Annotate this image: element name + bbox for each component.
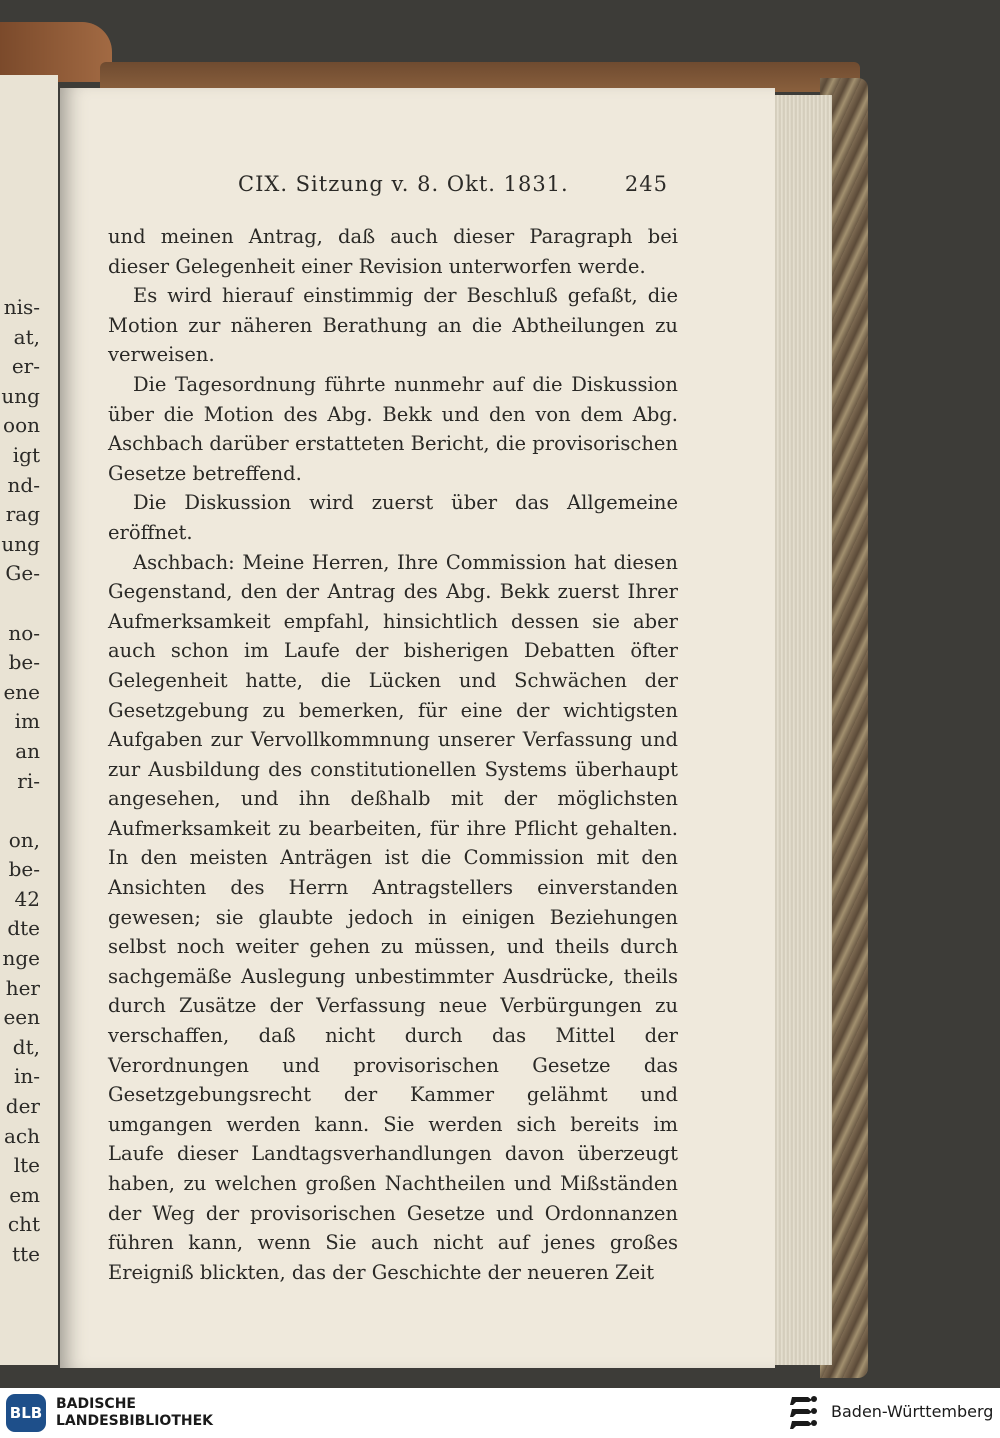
left-page-line-fragment: nis- (3, 295, 40, 319)
left-page-line-fragment: be- (8, 650, 40, 675)
left-page-line-fragment: dt, (12, 1034, 40, 1059)
left-page-line-fragment (0, 796, 40, 826)
left-page-line-fragment: be- (8, 857, 40, 882)
running-title: CIX. Sitzung v. 8. Okt. 1831. (238, 172, 569, 196)
paragraph: Die Tagesordnung führte nunmehr auf die Diskussion über die Motion des Abg. Bekk und den von dem Abg. Aschbach darüber erstatteten Bericht, die provisorischen Gesetze betreffend. (108, 372, 678, 485)
left-page-line-fragment: tte (12, 1242, 40, 1266)
blb-name-line2: LANDESBIBLIOTHEK (56, 1413, 214, 1429)
left-page-line-fragment: cht (7, 1212, 40, 1237)
left-page-line-fragment: her (5, 975, 40, 1000)
paragraph: Es wird hierauf einstimmig der Beschluß gefaßt, die Motion zur näheren Berathung an die Abtheilungen zu verweisen. (108, 284, 678, 367)
paragraph: und meinen Antrag, daß auch dieser Paragraph bei dieser Gelegenheit einer Revision unterworfen werde. (108, 225, 678, 278)
left-page-line-fragment: Ge- (5, 561, 40, 586)
paragraph: Die Diskussion wird zuerst über das Allgemeine eröffnet. (108, 491, 678, 544)
left-page-line-fragment (0, 589, 40, 619)
page-number: 245 (624, 172, 668, 196)
left-page-line-fragment: at, (13, 324, 40, 349)
left-page-line-fragment: on, (8, 827, 40, 852)
blb-name[interactable] (56, 1396, 213, 1430)
left-page-line-fragment: rag (5, 502, 40, 527)
baden-wuerttemberg-label[interactable]: Baden-Württemberg (831, 1402, 994, 1421)
left-page-line-fragment: lte (13, 1153, 40, 1178)
left-page-line-fragment: im (14, 709, 40, 734)
left-page-line-fragment: 42 (14, 886, 40, 911)
left-page-line-fragment: oon (3, 413, 40, 438)
left-page-line-fragment: nd- (7, 472, 40, 497)
left-page-line-fragment: ene (3, 679, 40, 704)
page-body-text (108, 222, 678, 1287)
page-edges (770, 95, 832, 1365)
left-page-line-fragment: dte (7, 916, 40, 941)
left-page-line-fragment: em (9, 1182, 40, 1207)
book-spine (0, 22, 112, 82)
blb-logo-icon[interactable]: BLB (6, 1394, 46, 1432)
paragraph: Aschbach: Meine Herren, Ihre Commission hat diesen Gegenstand, den der Antrag des Abg. Bekk zuerst Ihrer Aufmerksamkeit empfahl, hinsichtlich dessen sie aber auch schon im Laufe der bisherigen Debatten öfter Gelegenheit hatte, die Lücken und Schwächen der Gesetzgebung zu bemerken, für eine der wichtigsten Aufgaben zur Vervollkommnung unserer Verfassung und zur Ausbildung des constitutionellen Systems überhaupt angesehen, und ihn deßhalb mit der möglichsten Aufmerksamkeit zu bearbeiten, für ihre Pflicht gehalten. In den meisten Anträgen ist die Commission mit den Ansichten des Herrn Antragstellers einverstanden gewesen; sie glaubte jedoch in einigen Beziehungen selbst noch weiter gehen zu müssen, und theils durch sachgemäße Auslegung unbestimmter Ausdrücke, theils durch Zusätze der Verfassung neue Verbürgungen zu verschaffen, daß nicht durch das Mittel der Verordnungen und provisorischen Gesetze das Gesetzgebungsrecht der Kammer gelähmt und umgangen werden kann. Sie werden sich bereits im Laufe dieser Landtagsverhandlungen davon überzeugt haben, zu welchen großen Nachtheilen und Mißständen der Weg der provisorischen Gesetze und Ordonnanzen führen kann, wenn Sie auch nicht auf jenes großes Ereigniß blickten, das der Geschichte der neueren Zeit (108, 550, 678, 1284)
left-page-line-fragment: ung (1, 383, 40, 408)
left-page-line-fragment: no- (8, 620, 40, 645)
left-page-line-fragment: ri- (17, 768, 40, 793)
left-page-line-fragment: der (5, 1094, 40, 1119)
baden-wuerttemberg-lions-icon[interactable] (788, 1394, 822, 1432)
left-page-line-fragment: ach (3, 1123, 40, 1148)
left-page-line-fragment: nge (2, 946, 40, 971)
footer-bar (0, 1388, 1000, 1438)
left-page-line-fragment: in- (13, 1064, 40, 1089)
left-page-line-fragment: an (15, 738, 40, 763)
blb-name-line1: BADISCHE (56, 1396, 136, 1412)
left-page-text-fragments (0, 293, 40, 1270)
left-page-line-fragment: een (3, 1005, 40, 1030)
left-page (0, 75, 58, 1365)
left-page-line-fragment: igt (12, 442, 40, 467)
left-page-line-fragment: ung (1, 531, 40, 556)
left-page-line-fragment: er- (11, 354, 40, 379)
